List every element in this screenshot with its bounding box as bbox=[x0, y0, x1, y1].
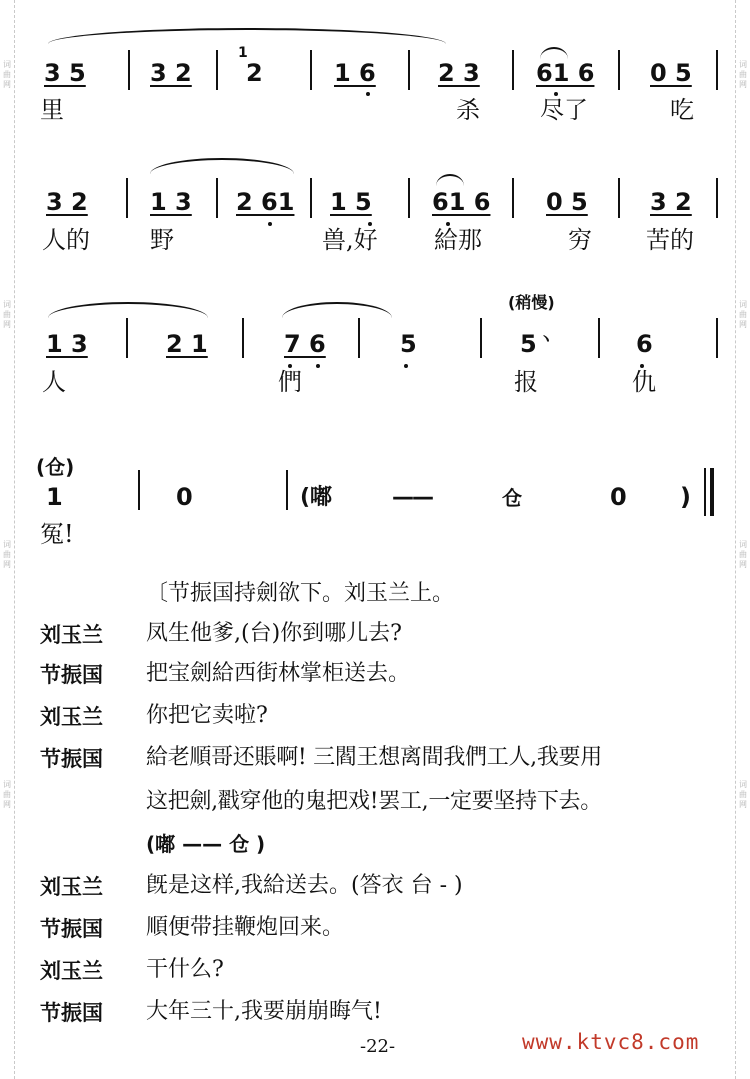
slur-arc bbox=[150, 158, 294, 174]
bar-line bbox=[716, 318, 718, 358]
speaker-name: 刘玉兰 bbox=[40, 959, 103, 983]
slur-arc bbox=[48, 302, 208, 318]
bar-line bbox=[126, 178, 128, 218]
tempo-marking: (稍慢) bbox=[508, 293, 555, 312]
score-note: 2 3 bbox=[438, 59, 480, 87]
dialogue-line: 旣是这样,我給送去。(答衣 台 - ) bbox=[146, 873, 463, 898]
speaker-name: 刘玉兰 bbox=[40, 875, 103, 899]
score-note: 0 5 bbox=[650, 59, 692, 87]
site-watermark: www.ktvc8.com bbox=[522, 1030, 700, 1054]
lyric: 給那 bbox=[434, 226, 482, 254]
bar-line bbox=[286, 470, 288, 510]
lyric: 人的 bbox=[42, 226, 90, 254]
bar-line bbox=[408, 50, 410, 90]
dialogue-line: 你把它卖啦? bbox=[146, 703, 268, 728]
speaker-name: 节振国 bbox=[40, 747, 103, 771]
lyric: 穷 bbox=[568, 226, 592, 254]
lyric: 尽了 bbox=[540, 96, 588, 124]
lyric: 仇 bbox=[632, 368, 656, 396]
speaker-name: 节振国 bbox=[40, 1001, 103, 1025]
bar-line bbox=[716, 50, 718, 90]
bar-line bbox=[408, 178, 410, 218]
score-note: 2 bbox=[246, 59, 263, 87]
breath-mark: ヽ bbox=[538, 329, 555, 348]
score-note: 5 bbox=[520, 330, 537, 358]
score-note: 1 bbox=[46, 483, 63, 511]
speaker-name: 刘玉兰 bbox=[40, 623, 103, 647]
watermark-right: 词曲网 bbox=[739, 780, 747, 809]
bar-line bbox=[138, 470, 140, 510]
bar-line bbox=[480, 318, 482, 358]
bar-line bbox=[310, 178, 312, 218]
dialogue-line: 給老順哥还賬啊! 三閻王想离間我們工人,我要用 bbox=[146, 745, 602, 770]
score-note: 1 6 bbox=[334, 59, 376, 87]
percussion-dash: —— bbox=[392, 485, 432, 510]
lyric: 里 bbox=[40, 96, 64, 124]
speaker-name: 节振国 bbox=[40, 917, 103, 941]
bar-line bbox=[598, 318, 600, 358]
score-note: 3 2 bbox=[650, 188, 692, 216]
bar-line bbox=[358, 318, 360, 358]
dialogue-line: 把宝劍給西街林掌柜送去。 bbox=[146, 661, 411, 686]
score-note: 5 bbox=[400, 330, 417, 358]
bar-line bbox=[310, 50, 312, 90]
percussion-close: ) bbox=[680, 483, 691, 511]
score-note: 1 3 bbox=[46, 330, 88, 358]
watermark-right: 词曲网 bbox=[739, 540, 747, 569]
watermark-left: 词曲网 bbox=[3, 60, 11, 89]
lyric: 們 bbox=[278, 368, 302, 396]
watermark-left: 词曲网 bbox=[3, 780, 11, 809]
score-note: 3 2 bbox=[46, 188, 88, 216]
lyric: 苦的 bbox=[646, 226, 694, 254]
bar-line bbox=[704, 468, 706, 516]
bar-line bbox=[128, 50, 130, 90]
bar-line bbox=[216, 178, 218, 218]
watermark-right: 词曲网 bbox=[739, 60, 747, 89]
lyric: 冤! bbox=[40, 520, 74, 548]
score-note: 61 6 bbox=[432, 188, 491, 216]
slur-arc bbox=[436, 174, 464, 186]
dialogue-line: 这把劍,戳穿他的鬼把戏!罢工,一定要坚持下去。 bbox=[146, 789, 602, 814]
percussion-open: (嘟 bbox=[300, 485, 333, 510]
score-note: 0 bbox=[176, 483, 193, 511]
octave-dot bbox=[404, 364, 408, 368]
bar-line bbox=[216, 50, 218, 90]
lyric: 兽,好 bbox=[322, 226, 378, 254]
dialogue-line: 凤生他爹,(台)你到哪儿去? bbox=[146, 621, 402, 646]
slur-arc bbox=[282, 302, 392, 318]
slur-arc bbox=[540, 47, 568, 59]
stage-direction: 〔节振国持劍欲下。刘玉兰上。 bbox=[146, 581, 455, 606]
bar-line bbox=[242, 318, 244, 358]
bar-line bbox=[618, 178, 620, 218]
dialogue-line: 順便带挂鞭炮回来。 bbox=[146, 915, 345, 940]
bar-line bbox=[716, 178, 718, 218]
score-note: 2 61 bbox=[236, 188, 295, 216]
score-note: 3 5 bbox=[44, 59, 86, 87]
watermark-left: 词曲网 bbox=[3, 300, 11, 329]
lyric: 野 bbox=[150, 226, 174, 254]
watermark-right: 词曲网 bbox=[739, 300, 747, 329]
score-note: 2 1 bbox=[166, 330, 208, 358]
octave-dot bbox=[366, 92, 370, 96]
page-number: -22- bbox=[360, 1036, 396, 1057]
speaker-name: 节振国 bbox=[40, 663, 103, 687]
bar-line bbox=[512, 50, 514, 90]
lyric: 人 bbox=[42, 368, 66, 396]
speaker-name: 刘玉兰 bbox=[40, 705, 103, 729]
bar-line bbox=[618, 50, 620, 90]
dialogue-line: 大年三十,我要崩崩晦气! bbox=[146, 999, 382, 1024]
score-note: 1 3 bbox=[150, 188, 192, 216]
final-bar-line bbox=[710, 468, 714, 516]
percussion-marker: (仓) bbox=[36, 455, 75, 479]
score-note: 7 6 bbox=[284, 330, 326, 358]
lyric: 杀 bbox=[456, 96, 480, 124]
octave-dot bbox=[316, 364, 320, 368]
score-note: 61 6 bbox=[536, 59, 595, 87]
score-note: 0 5 bbox=[546, 188, 588, 216]
score-note: 6 bbox=[636, 330, 653, 358]
octave-dot bbox=[268, 222, 272, 226]
percussion-gong: 仓 bbox=[502, 486, 522, 510]
watermark-left: 词曲网 bbox=[3, 540, 11, 569]
lyric: 吃 bbox=[670, 96, 694, 124]
slur-arc bbox=[48, 28, 446, 44]
percussion-cue: (嘟 —— 仓 ) bbox=[146, 832, 266, 856]
grace-note: 1 bbox=[238, 45, 248, 61]
lyric: 报 bbox=[514, 368, 538, 396]
bar-line bbox=[512, 178, 514, 218]
dialogue-line: 干什么? bbox=[146, 957, 224, 982]
score-note: 3 2 bbox=[150, 59, 192, 87]
bar-line bbox=[126, 318, 128, 358]
score-note: 1 5 bbox=[330, 188, 372, 216]
score-note: 0 bbox=[610, 483, 627, 511]
